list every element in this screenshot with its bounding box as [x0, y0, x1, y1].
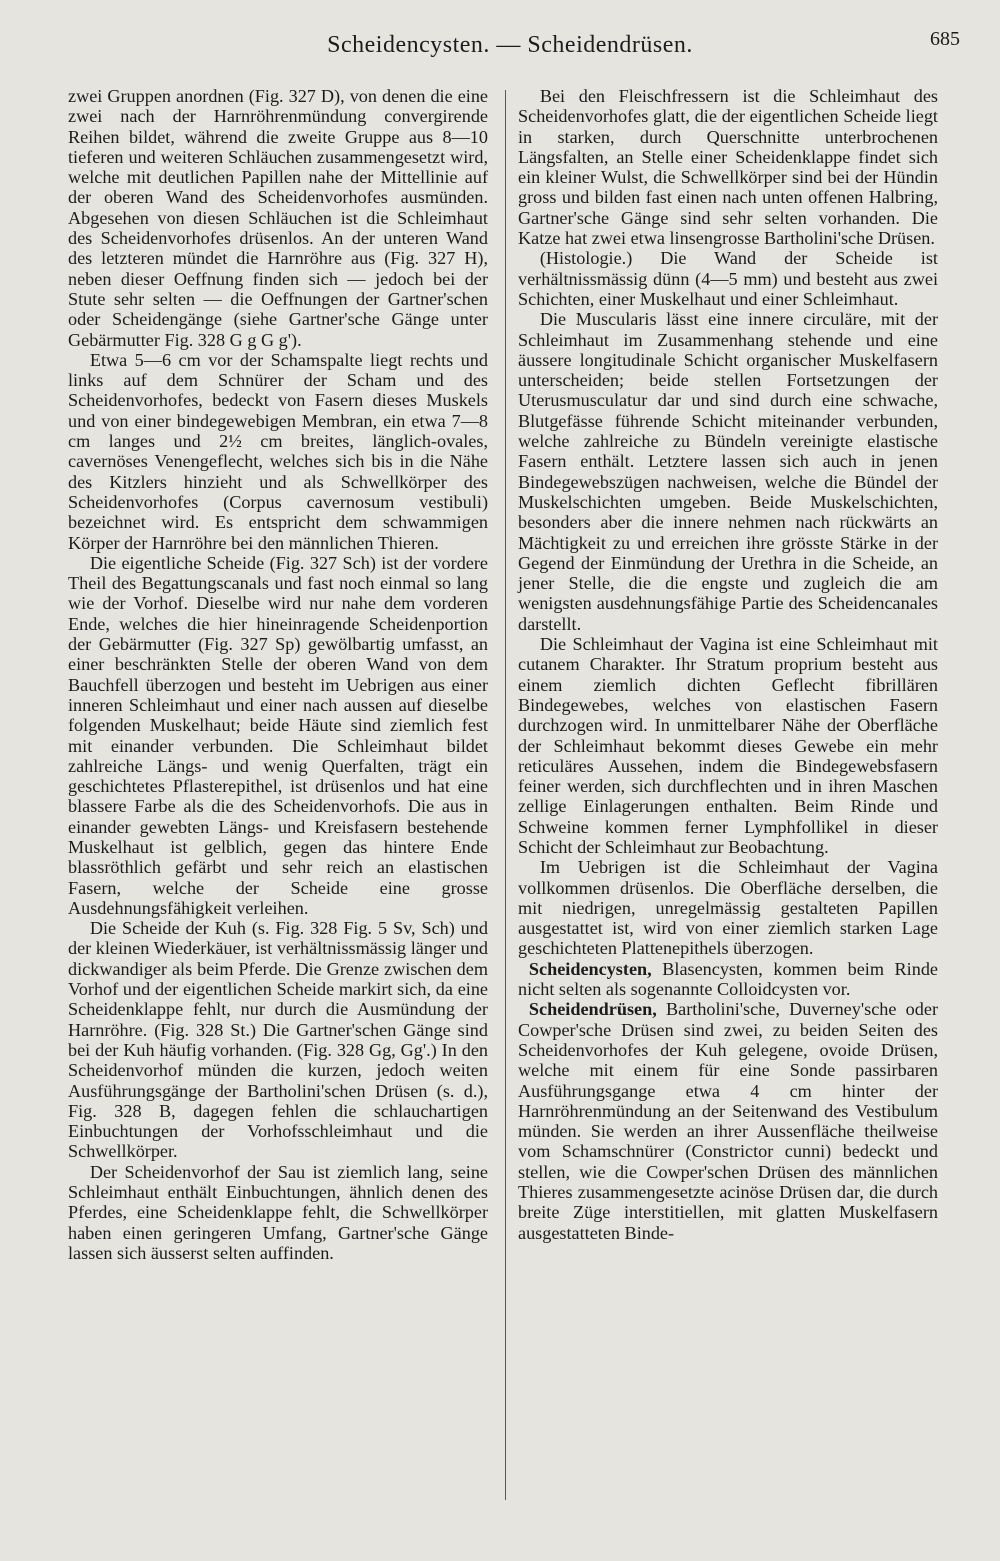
paragraph: Die Schleimhaut der Vagina ist eine Schleimhaut mit cutanem Charakter. Ihr Stratum proprium besteht aus einem ziemlich dichten Geflecht fibrillären Bindegewebes, welches von elastischen Fasern durchzogen wird. In unmittelbarer Nähe der Oberfläche der Schleimhaut bekommt dieses Gewebe ein mehr reticuläres Aussehen, indem die Bindegewebsfasern feiner werden, sich durchflechten und in ihren Maschen zellige Einlagerungen enthalten. Beim Rinde und Schweine kommen ferner Lymphfollikel in dieser Schicht der Schleimhaut zur Beobachtung.	[518, 634, 938, 857]
paragraph: Bei den Fleischfressern ist die Schleimhaut des Scheidenvorhofes glatt, die der eigentlichen Scheide liegt in starken, durch Querschnitte unterbrochenen Längsfalten, an Stelle einer Scheidenklappe findet sich ein kleiner Wulst, die Schwellkörper sind bei der Hündin gross und bilden fast einen nach unten offenen Halbring, Gartner'sche Gänge sind sehr selten vorhanden. Die Katze hat zwei etwa linsengrosse Bartholini'sche Drüsen.	[518, 86, 938, 249]
paragraph: Die eigentliche Scheide (Fig. 327 Sch) ist der vordere Theil des Begattungscanals und fast noch einmal so lang wie der Vorhof. Dieselbe wird nur nahe dem vorderen Ende, welches die hier hineinragende Scheidenportion der Gebärmutter (Fig. 327 Sp) gewölbartig umfasst, an einer beschränkten Stelle der oberen Wand von dem Bauchfell überzogen und besteht im Uebrigen aus einer inneren Schleimhaut und einer nach aussen auf dieselbe folgenden Muskelhaut; beide Häute sind ziemlich fest mit einander verbunden. Die Schleimhaut bildet zahlreiche Längs- und wenig Querfalten, trägt ein geschichtetes Pflasterepithel, ist drüsenlos und hat eine blassere Farbe als die des Scheidenvorhofs. Die aus in einander gewebten Längs- und Kreisfasern bestehende Muskelhaut ist gelblich, gegen das hintere Ende blassröthlich gefärbt und sehr reich an elastischen Fasern, welche der Scheide eine grosse Ausdehnungsfähigkeit verleihen.	[68, 552, 488, 918]
entry-scheidencysten	[518, 959, 938, 1000]
paragraph: Der Scheidenvorhof der Sau ist ziemlich lang, seine Schleimhaut enthält Einbuchtungen, ähnlich denen des Pferdes, eine Scheidenklappe fehlt, die Schwellkörper haben einen geringeren Umfang, Gartner'sche Gänge lassen sich äusserst selten auffinden.	[68, 1161, 488, 1263]
paragraph: Die Scheide der Kuh (s. Fig. 328 Fig. 5 Sv, Sch) und der kleinen Wiederkäuer, ist verhältnissmässig länger und dickwandiger als beim Pferde. Die Grenze zwischen dem Vorhof und der eigentlichen Scheide markirt sich, da eine Scheidenklappe fehlt, nur durch die Ausmündung der Harnröhre. (Fig. 328 St.) Die Gartner'schen Gänge sind bei der Kuh häufig vorhanden. (Fig. 328 Gg, Gg'.) In den Scheidenvorhof münden die kurzen, jedoch weiten Ausführungsgänge der Bartholini'schen Drüsen (s. d.), Fig. 328 B, dagegen fehlen die schlauchartigen Einbuchtungen der Vorhofsschleimhaut und die Schwellkörper.	[68, 918, 488, 1162]
right-column	[518, 86, 938, 1243]
column-divider	[505, 90, 506, 1500]
running-title: Scheidencysten. — Scheidendrüsen.	[327, 32, 693, 58]
entry-term: Scheidencysten,	[528, 958, 652, 979]
page-number: 685	[930, 28, 960, 50]
paragraph: Etwa 5—6 cm vor der Schamspalte liegt rechts und links auf dem Schnürer der Scham und des Scheidenvorhofes, bedeckt von Fasern dieses Muskels und von einer bindegewebigen Membran, ein etwa 7—8 cm langes und 2½ cm breites, länglich-ovales, cavernöses Venengeflecht, welches sich bis in die Nähe des Kitzlers hinzieht und als Schwellkörper des Scheidenvorhofes (Corpus cavernosum vestibuli) bezeichnet wird. Es entspricht dem schwammigen Körper der Harnröhre bei den männlichen Thieren.	[68, 349, 488, 553]
paragraph: zwei Gruppen anordnen (Fig. 327 D), von denen die eine zwei nach der Harnröhrenmündung convergirende Reihen bildet, während die zweite Gruppe aus 8—10 tieferen und weiteren Schläuchen zusammengesetzt wird, welche mit deutlichen Papillen nahe der Mittellinie auf der oberen Wand des Scheidenvorhofes ausmünden. Abgesehen von diesen Schläuchen ist die Schleimhaut des Scheidenvorhofes drüsenlos. An der unteren Wand des letzteren mündet die Harnröhre aus (Fig. 327 H), neben dieser Oeffnung finden sich — jedoch bei der Stute sehr selten — die Oeffnungen der Gartner'schen oder Scheidengänge (siehe Gartner'sche Gänge unter Gebärmutter Fig. 328 G g G g').	[68, 86, 488, 350]
entry-text: Blasencysten, kommen beim Rinde nicht selten als sogenannte Colloidcysten vor.	[518, 958, 938, 1000]
paragraph: (Histologie.) Die Wand der Scheide ist verhältnissmässig dünn (4—5 mm) und besteht aus zwei Schichten, einer Muskelhaut und einer Schleimhaut.	[518, 248, 938, 309]
entry-scheidendruesen	[518, 999, 938, 1243]
entry-term: Scheidendrüsen,	[528, 999, 657, 1020]
entry-text: Bartholini'sche, Duverney'sche oder Cowper'sche Drüsen sind zwei, zu beiden Seiten des Scheidenvorhofes der Kuh gelegene, ovoide Drüsen, welche mit einem für eine Sonde passirbaren Ausführungsgange etwa 4 cm hinter der Harnröhrenmündung an der Seitenwand des Vestibulum münden. Sie werden an ihrer Aussenfläche theilweise vom Schamschnürer (Constrictor cunni) bedeckt und stellen, wie die Cowper'schen Drüsen des männlichen Thieres zusammengesetzte acinöse Drüsen dar, die durch breite Züge interstitiellen, mit glatten Muskelfasern ausgestatteten Binde-	[518, 999, 938, 1243]
left-column	[68, 86, 488, 1263]
paragraph: Im Uebrigen ist die Schleimhaut der Vagina vollkommen drüsenlos. Die Oberfläche derselben, die mit niedrigen, unregelmässig gestalteten Papillen ausgestattet ist, wird von einer ziemlich starken Lage geschichteten Plattenepithels überzogen.	[518, 857, 938, 959]
paragraph: Die Muscularis lässt eine innere circuläre, mit der Schleimhaut im Zusammenhang stehende und eine äussere longitudinale Schicht organischer Muskelfasern unterscheiden; beide stellen Fortsetzungen der Uterusmusculatur dar und sind durch eine schwache, Blutgefässe führende Schicht miteinander verbunden, welche zahlreiche zu Bündeln vereinigte elastische Fasern enthält. Letztere lassen sich auch in jenen Bindegewebszügen nachweisen, welche die Bündel der Muskelschichten umgeben. Beide Muskelschichten, besonders aber die innere nehmen nach rückwärts an Mächtigkeit zu und erreichen ihre grösste Stärke in der Gegend der Einmündung der Urethra in die Scheide, an jener Stelle, die die engste und zugleich die am wenigsten ausdehnungsfähige Partie des Scheidencanales darstellt.	[518, 309, 938, 634]
page-header	[60, 24, 960, 66]
